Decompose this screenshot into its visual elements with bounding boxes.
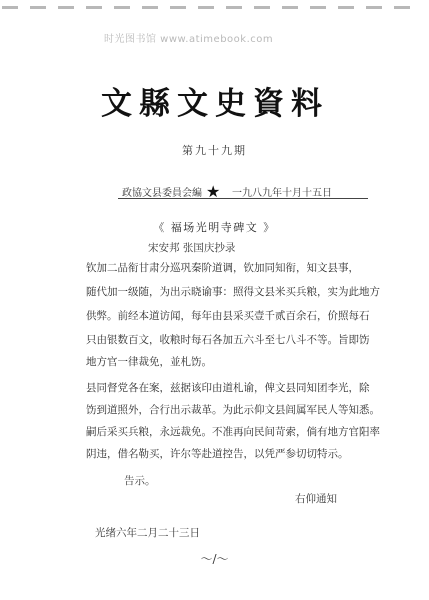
publisher: 政協文县委員会編 [122, 188, 202, 199]
issue-number: 第九十九期 [182, 144, 247, 157]
body-line: 供弊。前经本道访闻，每年由县采买壹千贰百余石，价照每石 [86, 310, 370, 322]
document-date: 光绪六年二月二十三日 [95, 527, 200, 539]
publication-date: 一九八九年十月十五日 [232, 188, 332, 199]
header-rule [118, 198, 368, 199]
page-number: ～/～ [200, 552, 229, 566]
body-line: 随代加一级随，为出示晓谕事：照得文县米买兵粮，实为此地方 [86, 286, 380, 298]
body-line: 只由银数百文，收粮时每石各加五六斗至七八斗不等。旨即饬 [86, 334, 370, 346]
signature: 右仰通知 [295, 493, 337, 505]
publication-title: 文縣文史資料 [101, 86, 329, 122]
body-line: 地方官一律裁免，並札饬。 [86, 356, 212, 368]
closing: 告示。 [124, 475, 156, 487]
body-line: 饬到道照外，合行出示裁革。为此示仰文县闾属军民人等知悉。 [86, 404, 380, 416]
document-title: 《 福场光明寺碑文 》 [153, 221, 276, 234]
watermark: 时光图书馆 www.atimebook.com [104, 34, 274, 45]
star-icon: ★ [206, 182, 221, 201]
body-line: 嗣后采买兵粮，永远裁免。不准再向民间苛索，倘有地方官阳率 [86, 426, 380, 438]
transcriber: 宋安邦 张国庆抄录 [148, 242, 236, 254]
body-line: 钦加二品衔甘肃分巡巩秦阶道调，钦加同知衔，知文县事， [86, 262, 359, 274]
body-line: 阴违，借名勒买，许尔等赴道控告，以凭严参切切特示。 [86, 448, 349, 460]
body-line: 县同督党各在案，兹据该印由道札谕，俾文县同知团李光，除 [86, 382, 370, 394]
